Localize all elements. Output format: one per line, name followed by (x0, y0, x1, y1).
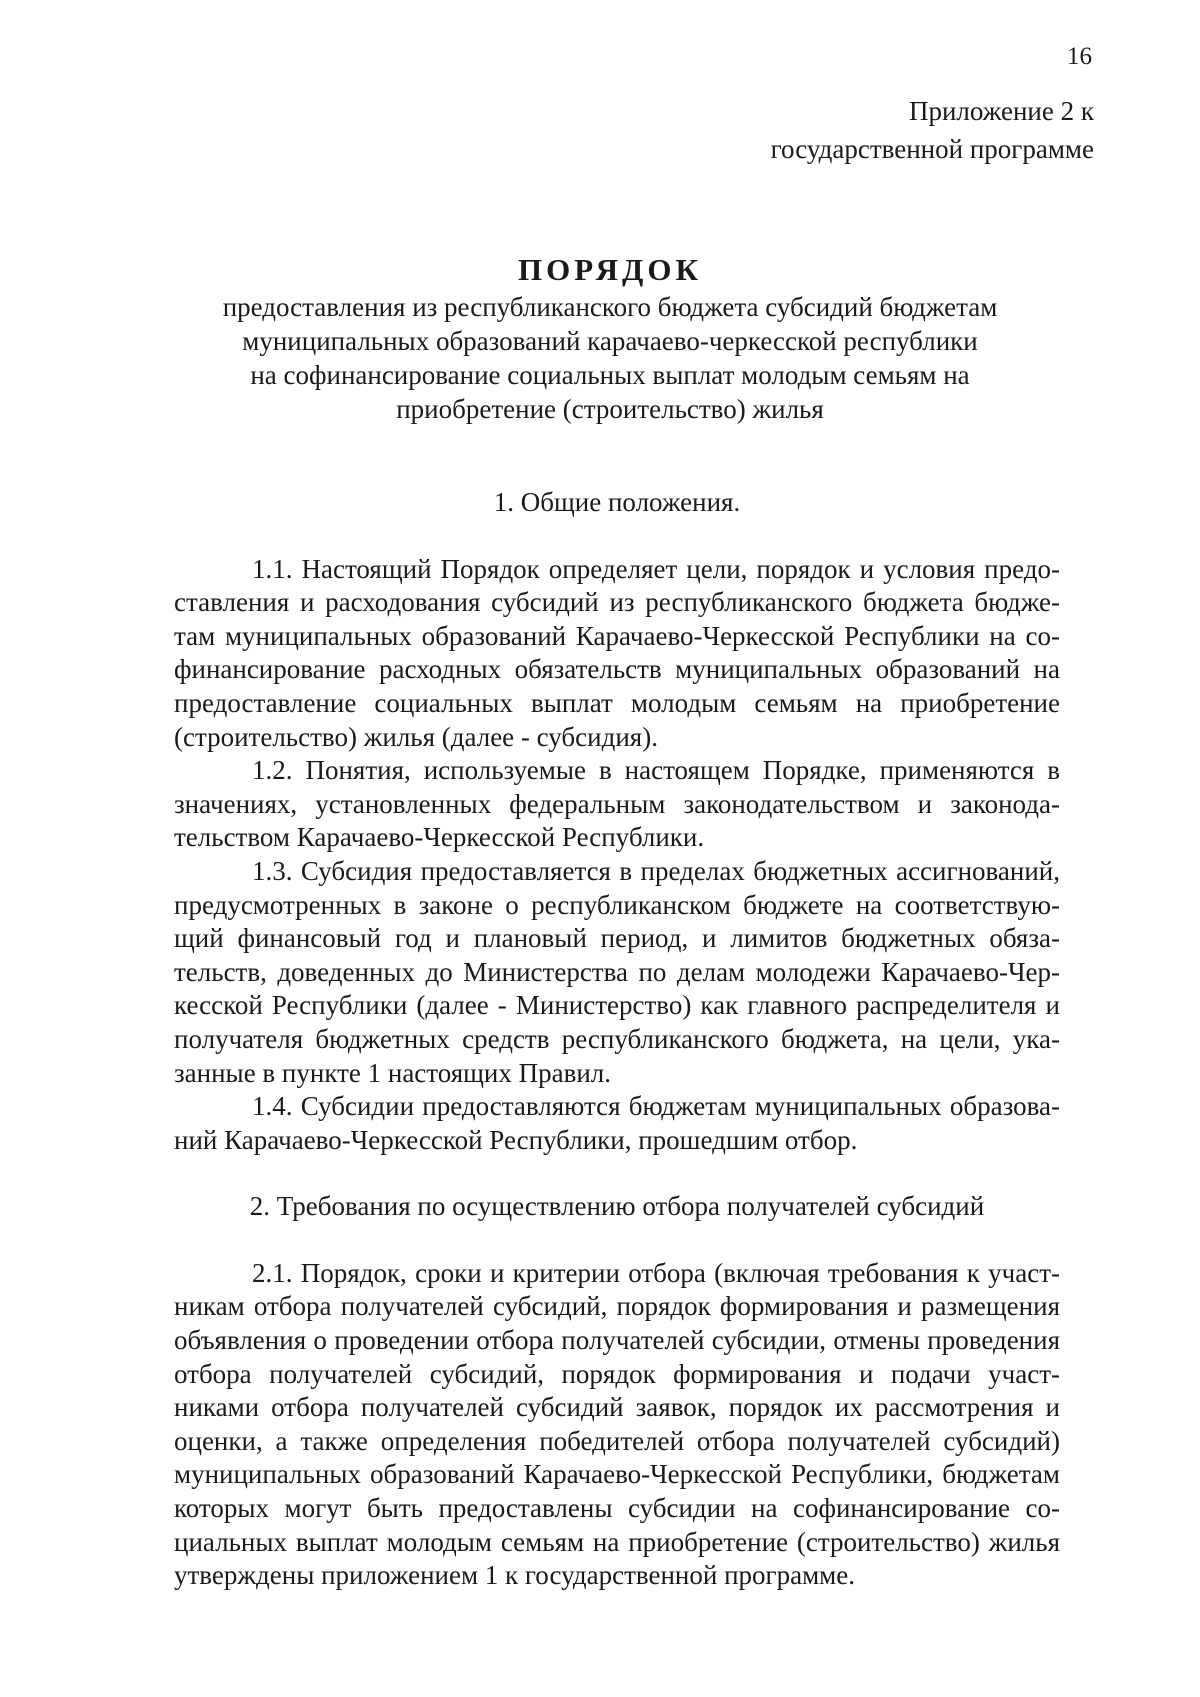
document-title-block (170, 250, 1050, 426)
section-heading-1: 1. Общие положения. (493, 487, 741, 517)
document-title: ПОРЯДОК (518, 252, 702, 287)
paragraph-1-2: 1.2. Понятия, используемые в настоящем Порядке, применяются в значениях, установленных федеральным законодательством и законодательством Карачаево-Черкесской Республики. (174, 755, 1060, 853)
document-subtitle-line-3: на софинансирование социальных выплат молодым семьям на (250, 360, 970, 390)
paragraph-2-1: 2.1. Порядок, сроки и критерии отбора (включая требования к участникам отбора получателей субсидий, порядок формирования и размещения объявления о проведении отбора получателей субсидии, отмены проведения отбора получателей субсидий, порядок формирования и подачи участниками отбора получателей субсидий заявок, порядок их рассмотрения и оценки, а также определения победителей отбора получателей субсидий) муниципальных образований Карачаево-Черкесской Республики, бюджетам которых могут быть предоставлены субсидии на софинансирование социальных выплат молодым семьям на приобретение (строительство) жилья утверждены приложением 1 к государственной программе. (174, 1257, 1060, 1591)
document-subtitle-line-1: предоставления из республиканского бюджета субсидий бюджетам (222, 292, 998, 322)
appendix-line-2: государственной программе (770, 134, 1094, 164)
document-subtitle-line-2: муниципальных образований карачаево-черкесской республики (242, 326, 978, 356)
appendix-note (574, 92, 1094, 168)
section-heading-2: 2. Требования по осуществлению отбора получателей субсидий (249, 1191, 985, 1222)
document-subtitle-line-4: приобретение (строительство) жилья (396, 394, 824, 424)
paragraph-1-4: 1.4. Субсидии предоставляются бюджетам муниципальных образований Карачаево-Черкесской Республики, прошедшим отбор. (174, 1091, 1060, 1155)
appendix-line-1: Приложение 2 к (908, 96, 1094, 126)
paragraph-1-1: 1.1. Настоящий Порядок определяет цели, порядок и условия предоставления и расходования субсидий из республиканского бюджета бюджетам муниципальных образований Карачаево-Черкесской Республики на софинансирование расходных обязательств муниципальных образований на предоставление социальных выплат молодым семьям на приобретение (строительство) жилья (далее - субсидия). (174, 553, 1060, 752)
document-body (174, 486, 1060, 1593)
page-number: 16 (1067, 43, 1092, 70)
paragraph-1-3: 1.3. Субсидия предоставляется в пределах бюджетных ассигнований, предусмотренных в законе о республиканском бюджете на соответствующий финансовый год и плановый период, и лимитов бюджетных обязательств, доведенных до Министерства по делам молодежи Карачаево-Черкесской Республики (далее - Министерство) как главного распределителя и получателя бюджетных средств республиканского бюджета, на цели, указанные в пункте 1 настоящих Правил. (174, 855, 1060, 1088)
